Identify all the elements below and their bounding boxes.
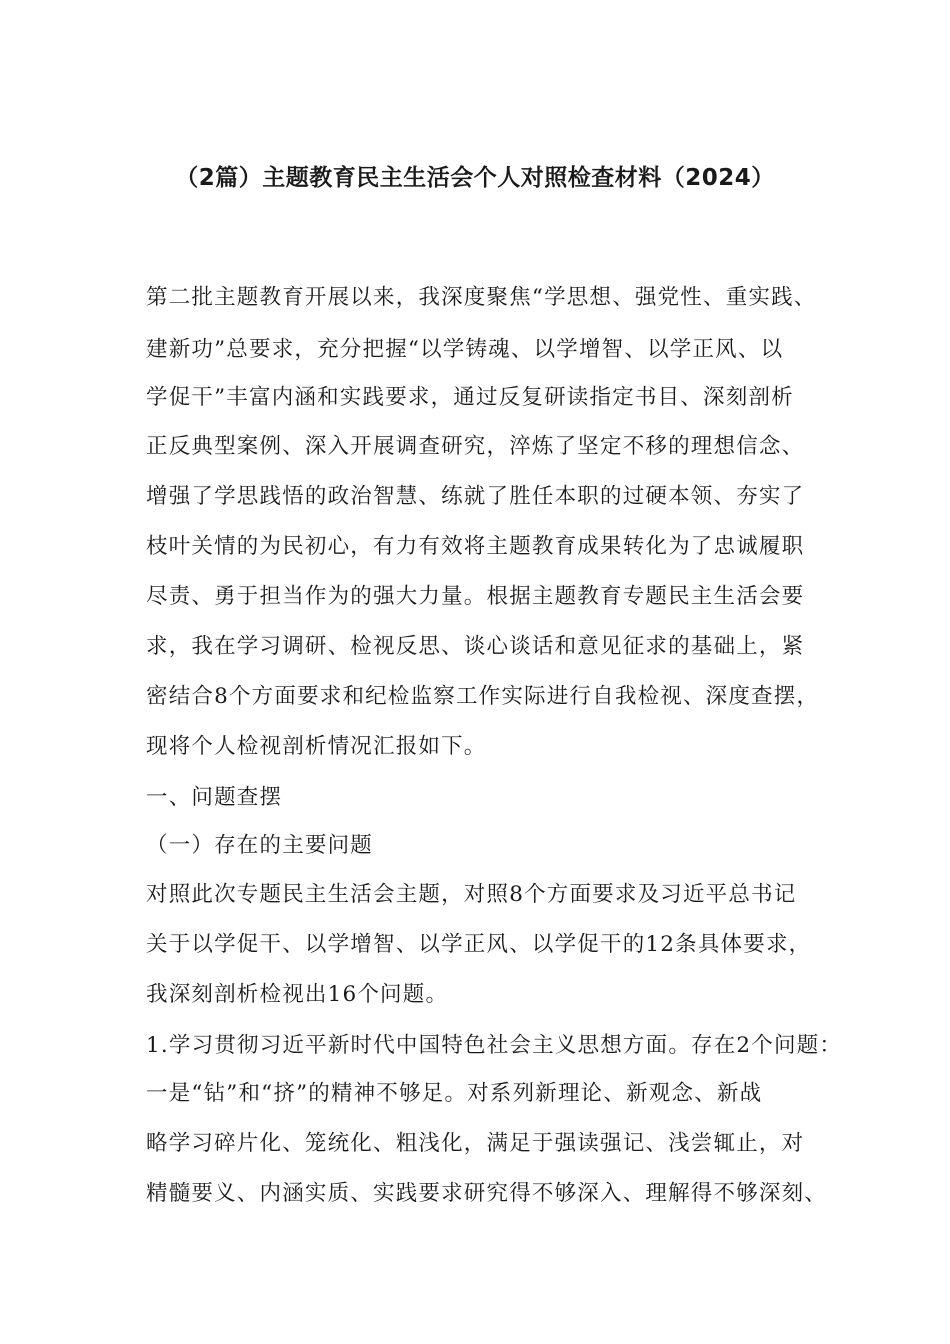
- body-line: 现将个人检视剖析情况汇报如下。: [146, 734, 487, 759]
- body-line: 求，我在学习调研、检视反思、谈心谈话和意见征求的基础上，紧: [146, 634, 805, 659]
- body-line: 关于以学促干、以学增智、以学正风、以学促干的12条具体要求，: [146, 932, 812, 957]
- body-line: 学促干”丰富内涵和实践要求，通过反复研读指定书目、深刻剖析: [146, 385, 794, 410]
- body-line: 尽责、勇于担当作为的强大力量。根据主题教育专题民主生活会要: [146, 584, 805, 609]
- document-title: （2篇）主题教育民主生活会个人对照检查材料（2024）: [175, 165, 775, 191]
- body-line: 密结合8个方面要求和纪检监察工作实际进行自我检视、深度查摆，: [146, 684, 820, 709]
- body-line: 精髓要义、内涵实质、实践要求研究得不够深入、理解得不够深刻、: [146, 1181, 828, 1206]
- numbered-item-heading: 1.学习贯彻习近平新时代中国特色社会主义思想方面。存在2个问题：: [146, 1033, 843, 1058]
- body-line: 建新功”总要求，充分把握“以学铸魂、以学增智、以学正风、以: [146, 337, 784, 362]
- section-heading: 一、问题查摆: [146, 785, 283, 810]
- body-line: 枝叶关情的为民初心，有力有效将主题教育成果转化为了忠诚履职: [146, 534, 805, 559]
- body-line: 一是“钻”和“挤”的精神不够足。对系列新理论、新观念、新战: [146, 1081, 763, 1106]
- body-line: 我深刻剖析检视出16个问题。: [146, 982, 449, 1007]
- body-line: 对照此次专题民主生活会主题，对照8个方面要求及习近平总书记: [146, 882, 797, 907]
- body-line: 第二批主题教育开展以来，我深度聚焦“学思想、强党性、重实践、: [146, 285, 817, 310]
- subsection-heading: （一）存在的主要问题: [146, 833, 374, 858]
- body-line: 增强了学思践悟的政治智慧、练就了胜任本职的过硬本领、夯实了: [146, 484, 805, 509]
- body-line: 正反典型案例、深入开展调查研究，淬炼了坚定不移的理想信念、: [146, 434, 805, 459]
- body-line: 略学习碎片化、笼统化、粗浅化，满足于强读强记、浅尝辄止，对: [146, 1131, 805, 1156]
